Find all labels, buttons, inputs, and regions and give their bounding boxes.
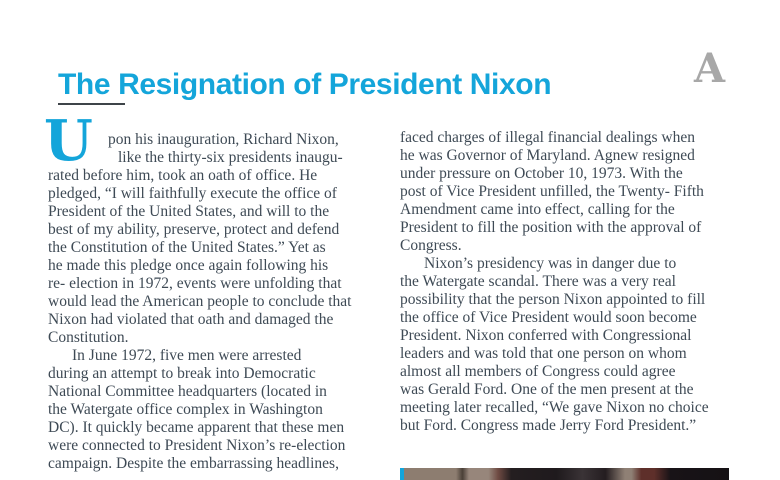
text-line: the Watergate scandal. There was a very real xyxy=(400,273,676,290)
section-letter: A xyxy=(694,45,726,92)
nixon-photo xyxy=(400,468,729,480)
text-line: the office of Vice President would soon become xyxy=(400,309,697,326)
left-column xyxy=(48,131,390,473)
text-line: the Watergate office complex in Washington xyxy=(48,401,323,418)
text-line: DC). It quickly became apparent that these men xyxy=(48,419,345,436)
text-line: was Gerald Ford. One of the men present at the xyxy=(400,381,694,398)
text-line: meeting later recalled, “We gave Nixon no choice xyxy=(400,399,709,416)
text-line: National Committee headquarters (located in xyxy=(48,383,327,400)
text-line: like the thirty-six presidents inaugu- xyxy=(118,149,343,166)
text-line: Amendment came into effect, calling for the xyxy=(400,201,675,218)
text-line: re- election in 1972, events were unfolding that xyxy=(48,275,342,292)
text-line: President to fill the position with the approval of xyxy=(400,219,702,236)
text-line: faced charges of illegal financial dealings when xyxy=(400,129,695,146)
text-line: President of the United States, and will to the xyxy=(48,203,330,220)
text-line: campaign. Despite the embarrassing headlines, xyxy=(48,455,339,472)
text-line: Constitution. xyxy=(48,329,129,346)
text-line: the Constitution of the United States.” Yet as xyxy=(48,239,326,256)
text-line: pledged, “I will faithfully execute the office of xyxy=(48,185,337,202)
text-line: were connected to President Nixon’s re-election xyxy=(48,437,346,454)
text-line: President. Nixon conferred with Congressional xyxy=(400,327,692,344)
text-line: Congress. xyxy=(400,237,462,254)
text-line: Nixon’s presidency was in danger due to xyxy=(424,255,677,272)
text-line: pon his inauguration, Richard Nixon, xyxy=(108,131,339,148)
text-line: rated before him, took an oath of office. He xyxy=(48,167,318,184)
text-line: but Ford. Congress made Jerry Ford President.” xyxy=(400,417,697,434)
text-line: almost all members of Congress could agree xyxy=(400,363,676,380)
photo-image-area xyxy=(404,468,729,480)
text-line: during an attempt to break into Democratic xyxy=(48,365,316,382)
text-line: leaders and was told that one person on whom xyxy=(400,345,687,362)
text-line: under pressure on October 10, 1973. With the xyxy=(400,165,683,182)
text-line: post of Vice President unfilled, the Twenty- Fifth xyxy=(400,183,704,200)
text-line: he was Governor of Maryland. Agnew resigned xyxy=(400,147,695,164)
text-line: would lead the American people to conclude that xyxy=(48,293,352,310)
page-title: The Resignation of President Nixon xyxy=(58,68,552,102)
title-rule xyxy=(58,103,125,105)
text-line: Nixon had violated that oath and damaged the xyxy=(48,311,334,328)
text-line: possibility that the person Nixon appointed to fill xyxy=(400,291,706,308)
drop-cap: U xyxy=(44,108,93,174)
text-line: he made this pledge once again following his xyxy=(48,257,329,274)
right-column xyxy=(400,129,740,435)
text-line: In June 1972, five men were arrested xyxy=(72,347,302,364)
text-line: best of my ability, preserve, protect and defend xyxy=(48,221,340,238)
